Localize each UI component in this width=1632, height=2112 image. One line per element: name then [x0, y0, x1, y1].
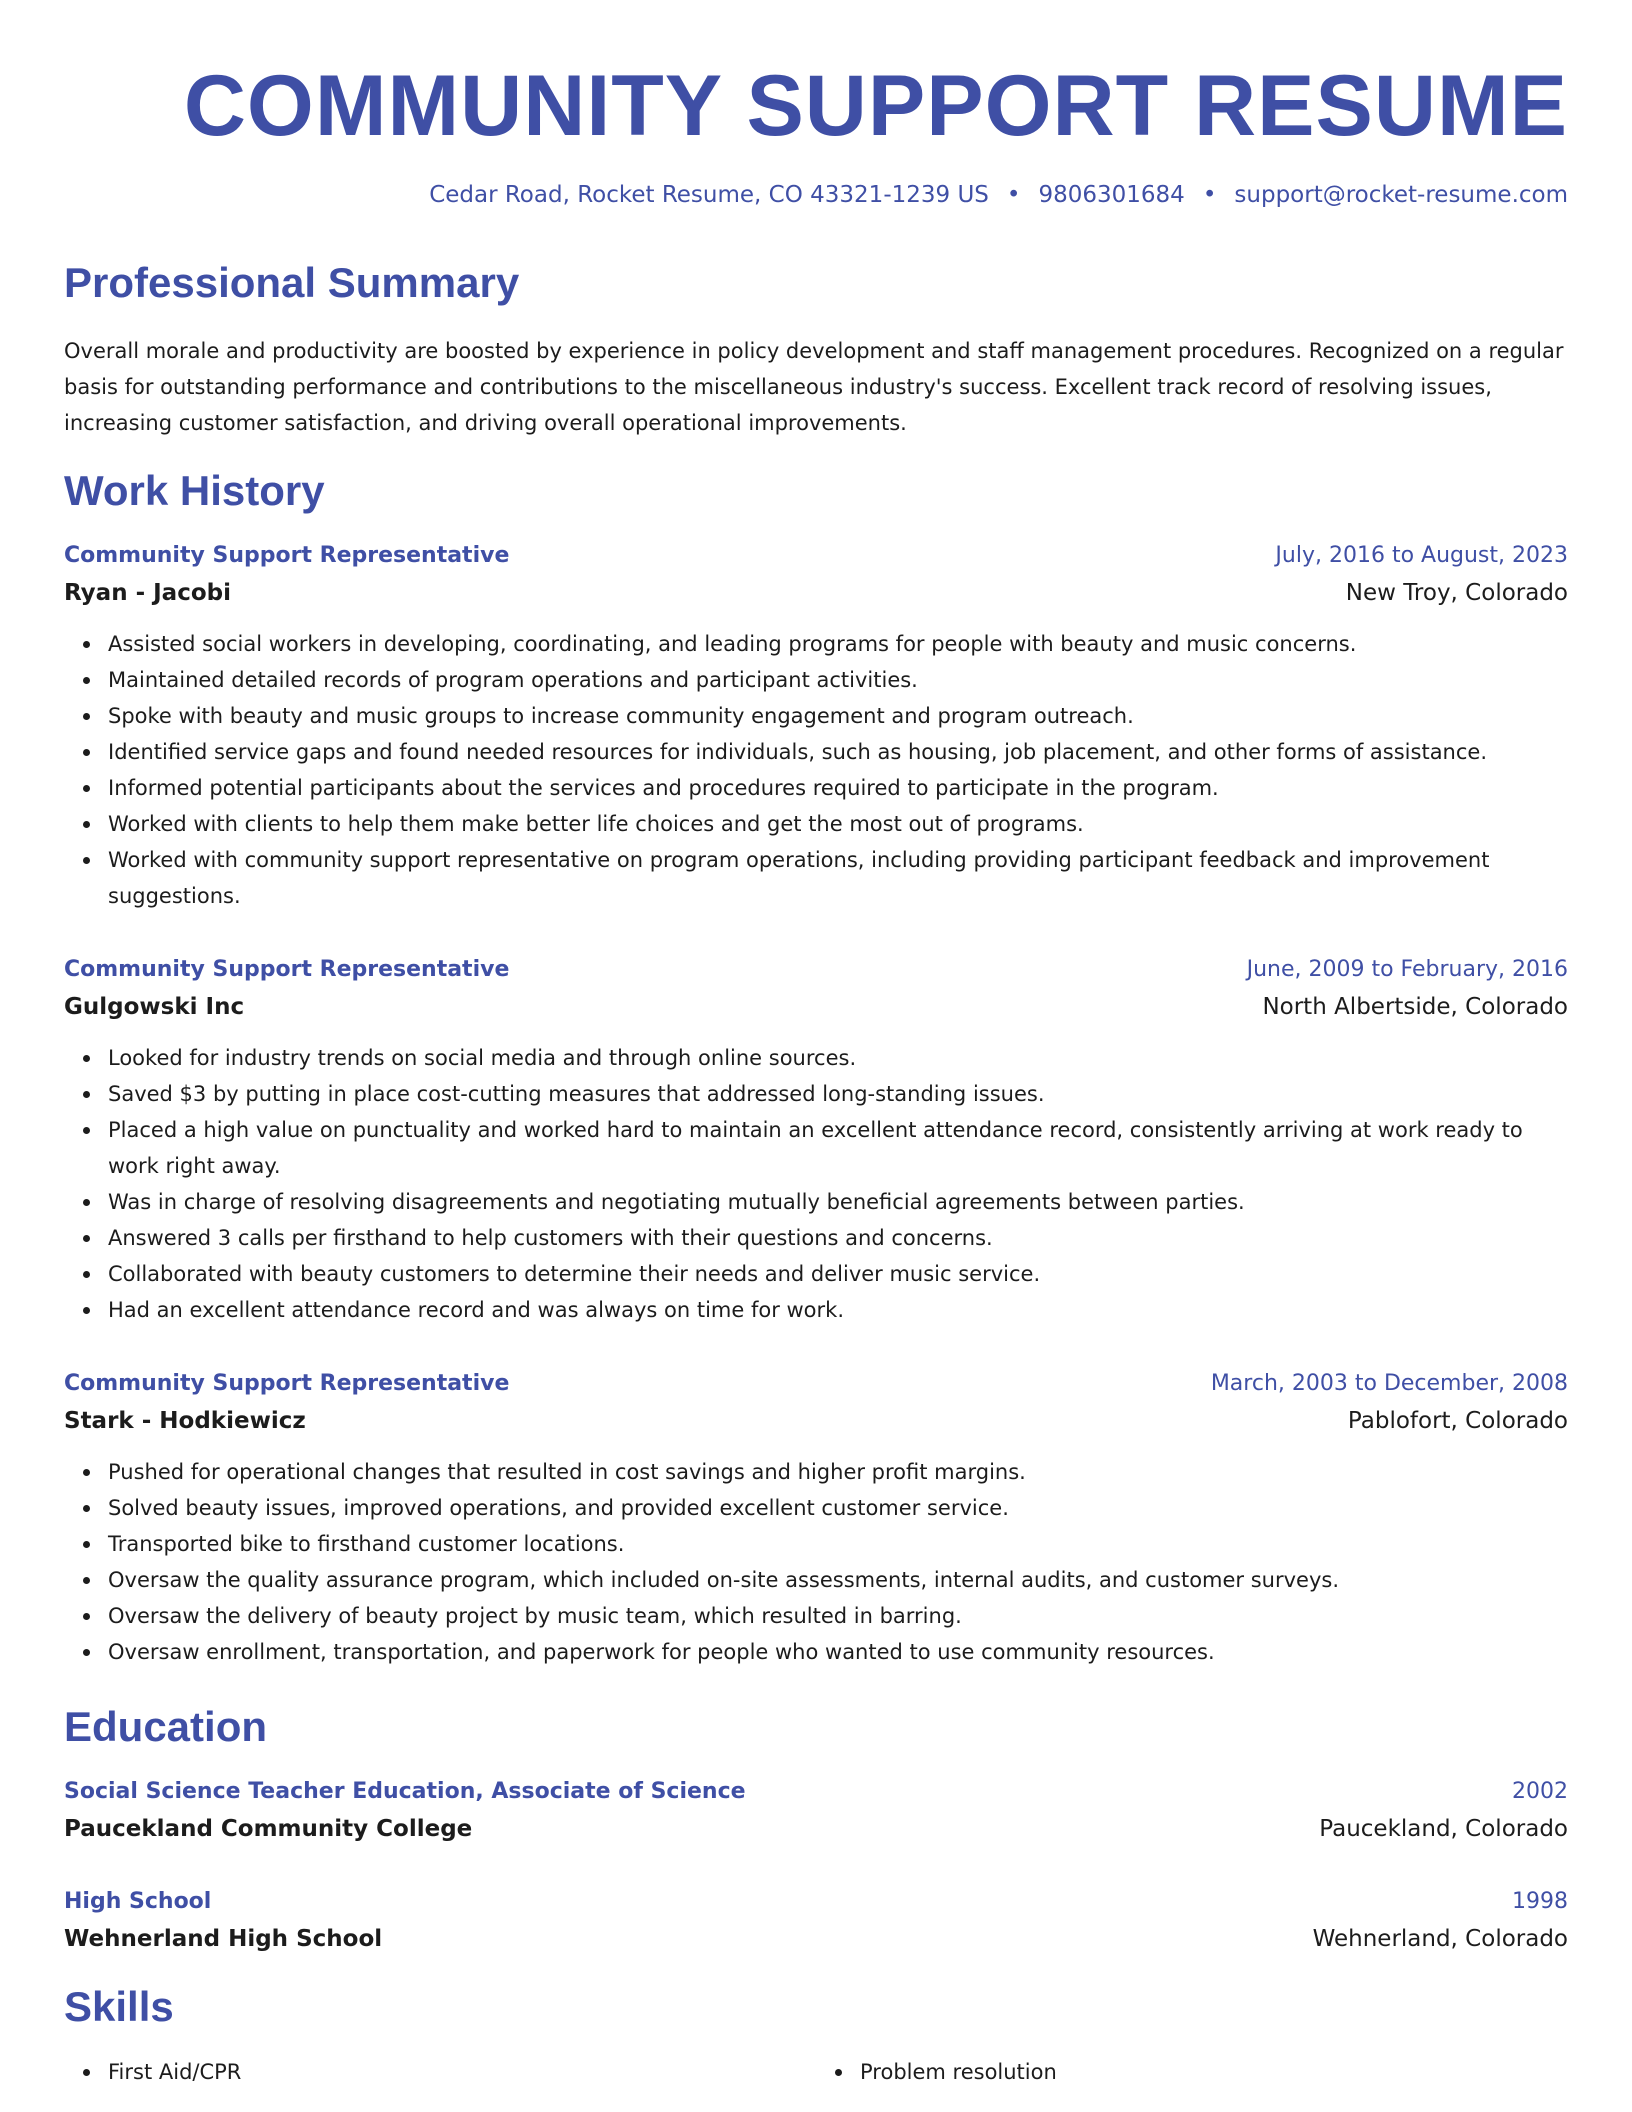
- bullet-item: Solved beauty issues, improved operations, and provided excellent customer service.: [108, 1490, 1568, 1526]
- separator-dot: •: [1006, 182, 1021, 208]
- education-location: Paucekland, Colorado: [1319, 1816, 1568, 1842]
- job-company: Gulgowski Inc: [64, 994, 245, 1020]
- job-role: Community Support Representative: [64, 543, 510, 568]
- summary-text: Overall morale and productivity are boosted by experience in policy development and staff management procedures. Recognized on a regular basis for outstanding performance and contributions to the miscellaneous industry's success. Excellent track record of resolving issues, increasing customer satisfaction, and driving overall operational improvements.: [64, 339, 1564, 435]
- job-dates: July, 2016 to August, 2023: [1275, 543, 1568, 568]
- separator-dot: •: [1202, 182, 1217, 208]
- education-degree: Social Science Teacher Education, Associate of Science: [64, 1779, 746, 1804]
- bullet-item: Oversaw the quality assurance program, which included on-site assessments, internal audits, and customer surveys.: [108, 1562, 1568, 1598]
- job-location: North Albertside, Colorado: [1262, 994, 1568, 1020]
- bullet-item: Maintained detailed records of program operations and participant activities.: [108, 662, 1568, 698]
- bullet-item: Answered 3 calls per firsthand to help customers with their questions and concerns.: [108, 1220, 1568, 1256]
- bullet-item: Worked with community support representative on program operations, including providing participant feedback and improvement suggestions.: [108, 842, 1568, 914]
- bullet-item: Looked for industry trends on social media and through online sources.: [108, 1040, 1568, 1076]
- job-company: Ryan - Jacobi: [64, 580, 231, 606]
- skill-item: Problem resolution: [860, 2054, 1568, 2090]
- email-link[interactable]: support@rocket-resume.com: [1234, 182, 1568, 208]
- job-bullets: [64, 1040, 1568, 1328]
- section-title-education: Education: [64, 1703, 268, 1750]
- bullet-item: Transported bike to firsthand customer locations.: [108, 1526, 1568, 1562]
- section-title-skills: Skills: [64, 1983, 174, 2030]
- bullet-item: Identified service gaps and found needed resources for individuals, such as housing, job placement, and other forms of assistance.: [108, 734, 1568, 770]
- job-company: Stark - Hodkiewicz: [64, 1408, 306, 1434]
- work-entry: [64, 1366, 1568, 1670]
- bullet-item: Worked with clients to help them make better life choices and get the most out of programs.: [108, 806, 1568, 842]
- education-year: 2002: [1512, 1779, 1568, 1804]
- bullet-item: Informed potential participants about the services and procedures required to participate in the program.: [108, 770, 1568, 806]
- bullet-item: Placed a high value on punctuality and worked hard to maintain an excellent attendance record, consistently arriving at work ready to work right away.: [108, 1112, 1568, 1184]
- job-location: Pablofort, Colorado: [1347, 1408, 1568, 1434]
- education-school: Wehnerland High School: [64, 1926, 383, 1952]
- job-dates: June, 2009 to February, 2016: [1246, 957, 1568, 982]
- bullet-item: Was in charge of resolving disagreements and negotiating mutually beneficial agreements between parties.: [108, 1184, 1568, 1220]
- resume-title: COMMUNITY SUPPORT RESUME: [183, 58, 1568, 154]
- work-entry: [64, 538, 1568, 914]
- job-role: Community Support Representative: [64, 957, 510, 982]
- skills-column-left: [64, 2054, 816, 2090]
- education-school: Paucekland Community College: [64, 1816, 473, 1842]
- bullet-item: Pushed for operational changes that resulted in cost savings and higher profit margins.: [108, 1454, 1568, 1490]
- address: Cedar Road, Rocket Resume, CO 43321-1239 US: [429, 182, 989, 208]
- bullet-item: Oversaw enrollment, transportation, and paperwork for people who wanted to use community resources.: [108, 1634, 1568, 1670]
- education-degree: High School: [64, 1889, 212, 1914]
- phone: 9806301684: [1038, 182, 1185, 208]
- education-entry: [64, 1774, 1568, 1848]
- bullet-item: Spoke with beauty and music groups to increase community engagement and program outreach.: [108, 698, 1568, 734]
- education-location: Wehnerland, Colorado: [1312, 1926, 1568, 1952]
- education-entry: [64, 1884, 1568, 1958]
- job-location: New Troy, Colorado: [1345, 580, 1568, 606]
- bullet-item: Assisted social workers in developing, coordinating, and leading programs for people with beauty and music concerns.: [108, 626, 1568, 662]
- bullet-item: Collaborated with beauty customers to determine their needs and deliver music service.: [108, 1256, 1568, 1292]
- bullet-item: Had an excellent attendance record and was always on time for work.: [108, 1292, 1568, 1328]
- skill-item: First Aid/CPR: [108, 2054, 816, 2090]
- bullet-item: Saved $3 by putting in place cost-cutting measures that addressed long-standing issues.: [108, 1076, 1568, 1112]
- contact-line: [429, 180, 1568, 210]
- education-year: 1998: [1512, 1889, 1568, 1914]
- job-bullets: [64, 626, 1568, 914]
- skills-list: [64, 2054, 1568, 2090]
- job-role: Community Support Representative: [64, 1371, 510, 1396]
- section-title-work-history: Work History: [64, 467, 325, 514]
- skills-column-right: [816, 2054, 1568, 2090]
- job-bullets: [64, 1454, 1568, 1670]
- bullet-item: Oversaw the delivery of beauty project by music team, which resulted in barring.: [108, 1598, 1568, 1634]
- job-dates: March, 2003 to December, 2008: [1210, 1371, 1568, 1396]
- work-entry: [64, 952, 1568, 1328]
- section-title-summary: Professional Summary: [64, 259, 520, 306]
